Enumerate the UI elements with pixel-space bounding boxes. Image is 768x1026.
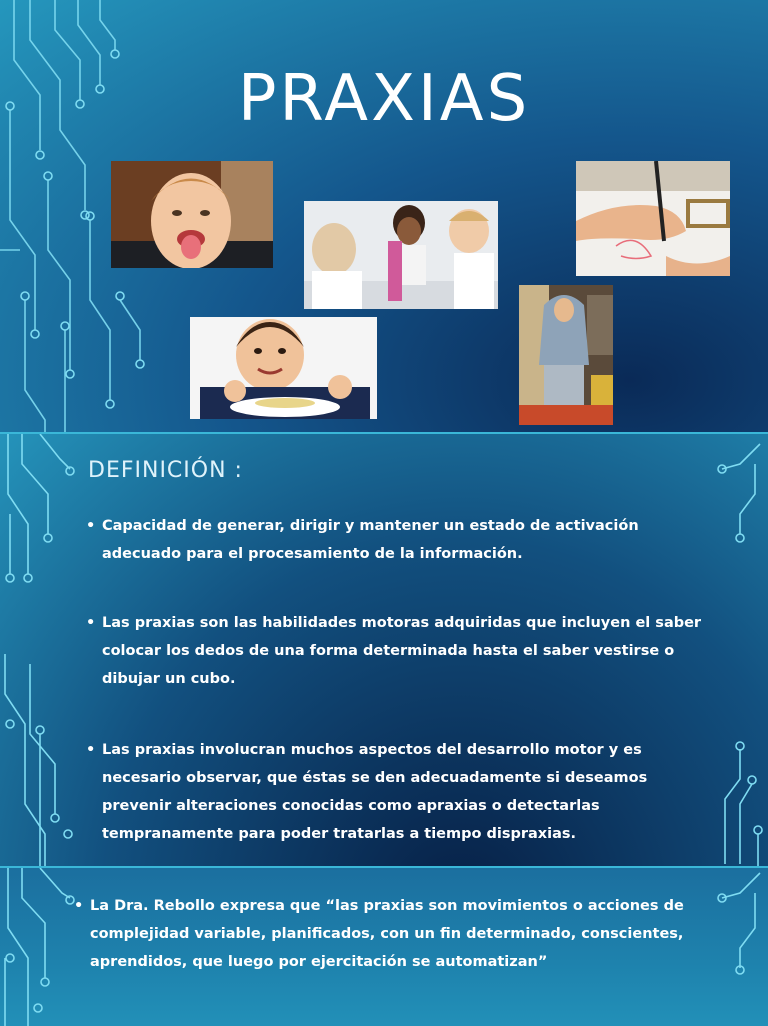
bullet-text: Las praxias involucran muchos aspectos del desarrollo motor y es necesario observar, que éstas se den adecuadamente si deseamos prevenir alteraciones conocidas como apraxias o detectarlas tempranamente para poder tratarlas a tiempo dispraxias. (102, 742, 648, 842)
list-item (86, 609, 702, 693)
list-item (86, 512, 702, 568)
bullet-icon: • (86, 518, 96, 534)
hand-drawing-photo (576, 161, 730, 276)
circuit-decoration-right (700, 434, 768, 868)
bullet-text: Capacidad de generar, dirigir y mantener un estado de activación adecuado para el procesamiento de la información. (102, 518, 639, 562)
circuit-decoration-left (0, 434, 80, 868)
bullet-icon: • (86, 615, 96, 631)
circuit-decoration-left (0, 868, 80, 1026)
quote-slide (0, 866, 768, 1026)
child-tongue-photo (111, 161, 273, 268)
circuit-decoration-right (700, 868, 768, 1026)
child-dressing-photo (519, 285, 613, 425)
quote-bullet (74, 892, 710, 976)
slide-title: PRAXIAS (237, 62, 531, 136)
bullet-icon: • (74, 898, 84, 914)
title-slide (0, 0, 768, 432)
list-item (86, 736, 702, 848)
definition-slide (0, 432, 768, 868)
child-eating-photo (190, 317, 377, 419)
bullet-icon: • (86, 742, 96, 758)
definition-heading: DEFINICIÓN : (88, 458, 243, 483)
quote-text: La Dra. Rebollo expresa que “las praxias son movimientos o acciones de complejidad variable, planificados, con un fin determinado, conscientes, aprendidos, que luego por ejercitación se automatizan” (90, 898, 684, 970)
children-playing-photo (304, 201, 498, 309)
bullet-text: Las praxias son las habilidades motoras adquiridas que incluyen el saber colocar los dedos de una forma determinada hasta el saber vestirse o dibujar un cubo. (102, 615, 702, 687)
